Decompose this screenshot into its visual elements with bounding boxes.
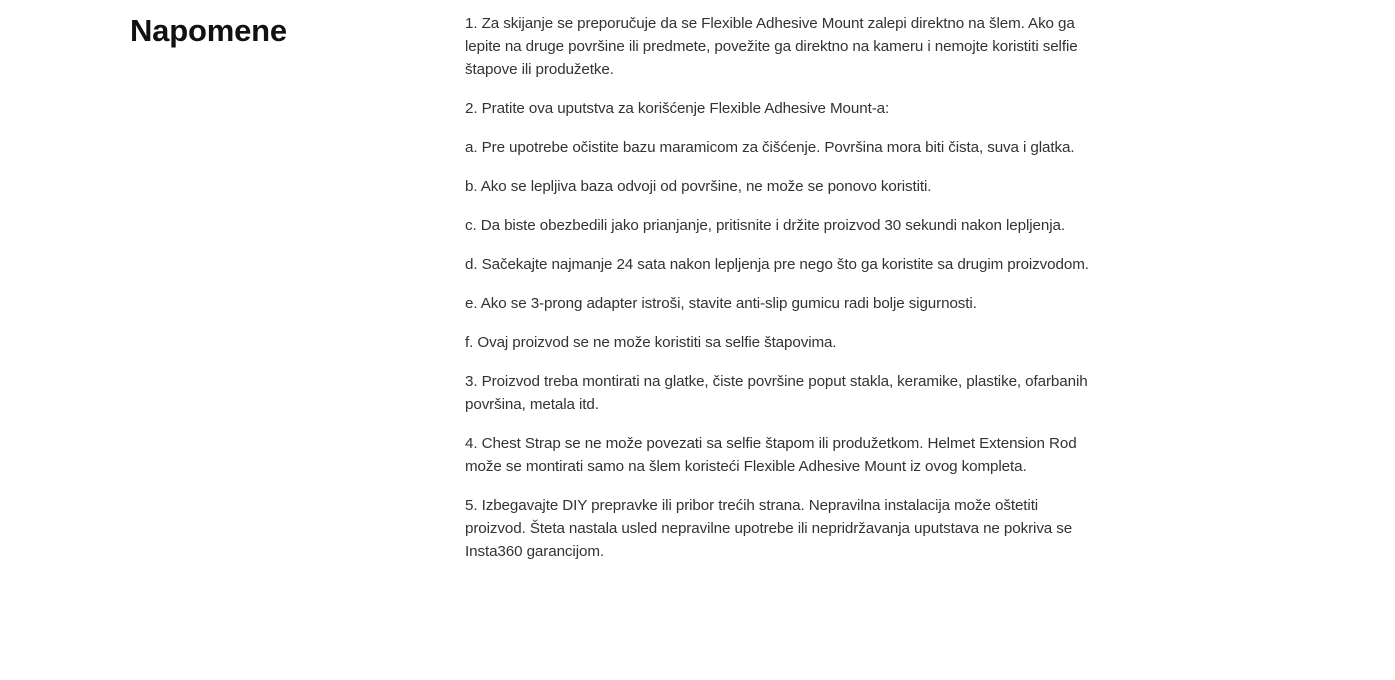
note-item-4: 4. Chest Strap se ne može povezati sa selfie štapom ili produžetkom. Helmet Extension Rod može se montirati samo na šlem koristeći Flexible Adhesive Mount iz ovog kompleta. — [465, 435, 1077, 475]
note-item-2e: e. Ako se 3-prong adapter istroši, stavite anti-slip gumicu radi bolje sigurnosti. — [465, 295, 977, 312]
section-title: Napomene — [130, 13, 287, 48]
note-item-2b: b. Ako se lepljiva baza odvoji od površine, ne može se ponovo koristiti. — [465, 178, 932, 195]
note-item-2a: a. Pre upotrebe očistite bazu maramicom za čišćenje. Površina mora biti čista, suva i glatka. — [465, 139, 1075, 156]
notes-list — [465, 12, 1093, 579]
note-item-2: 2. Pratite ova uputstva za korišćenje Flexible Adhesive Mount-a: — [465, 100, 890, 117]
note-item-3: 3. Proizvod treba montirati na glatke, čiste površine poput stakla, keramike, plastike, ofarbanih površina, metala itd. — [465, 373, 1088, 413]
note-item-2d: d. Sačekajte najmanje 24 sata nakon lepljenja pre nego što ga koristite sa drugim proizvodom. — [465, 256, 1089, 273]
note-item-5: 5. Izbegavajte DIY prepravke ili pribor trećih strana. Nepravilna instalacija može oštetiti proizvod. Šteta nastala usled nepravilne upotrebe ili nepridržavanja uputstava ne pokriva se Insta360 garancijom. — [465, 497, 1073, 560]
note-item-2f: f. Ovaj proizvod se ne može koristiti sa selfie štapovima. — [465, 334, 837, 351]
note-item-1: 1. Za skijanje se preporučuje da se Flexible Adhesive Mount zalepi direktno na šlem. Ako ga lepite na druge površine ili predmete, povežite ga direktno na kameru i nemojte koristiti selfie štapove ili produžetke. — [465, 15, 1078, 78]
note-item-2c: c. Da biste obezbedili jako prianjanje, pritisnite i držite proizvod 30 sekundi nakon lepljenja. — [465, 217, 1065, 234]
